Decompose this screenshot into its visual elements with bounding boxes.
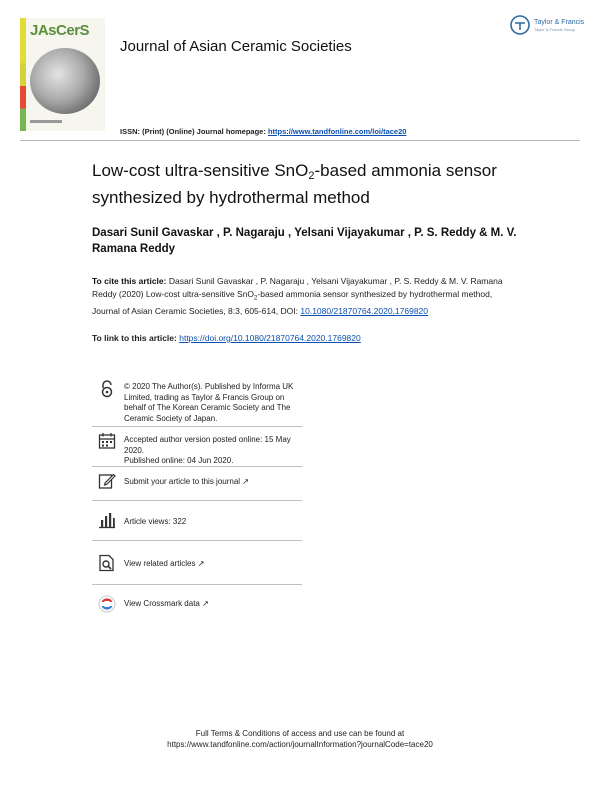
- taylor-francis-icon: [510, 15, 530, 35]
- title-subscript: 2: [308, 170, 315, 182]
- calendar-icon: [98, 432, 116, 450]
- citation-text-2: -based ammonia sensor synthesized by hydrothermal method, Journal of Asian Ceramic Societies, 8:3, 605-614, DOI:: [92, 288, 493, 316]
- page-footer: [0, 728, 600, 750]
- info-separator: [92, 500, 302, 501]
- article-link-line: [92, 333, 361, 343]
- issn-label: ISSN: (Print) (Online) Journal homepage:: [120, 127, 266, 136]
- related-articles-search-icon: [98, 554, 116, 572]
- info-separator: [92, 426, 302, 427]
- related-articles-link[interactable]: [124, 559, 294, 570]
- citation-block: [92, 275, 512, 317]
- journal-title: Journal of Asian Ceramic Societies: [120, 38, 352, 55]
- publisher-logo-name: Taylor & Francis: [534, 18, 585, 26]
- header-divider: [20, 140, 580, 141]
- journal-homepage-link[interactable]: https://www.tandfonline.com/loi/tace20: [267, 127, 407, 136]
- citation-subscript: 2: [254, 295, 258, 302]
- article-views-text: Article views: 322: [124, 517, 187, 526]
- footer-terms-text: Full Terms & Conditions of access and use can be found at: [195, 729, 405, 738]
- publisher-logo[interactable]: [510, 14, 584, 36]
- external-link-icon: ↗: [202, 599, 209, 608]
- external-link-icon: ↗: [242, 477, 249, 486]
- journal-cover: [20, 18, 105, 131]
- title-part-1: Low-cost ultra-sensitive SnO: [92, 161, 309, 180]
- citation-doi-link[interactable]: 10.1080/21870764.2020.1769820: [300, 305, 429, 316]
- accepted-date-text: Accepted author version posted online: 15 May 2020.: [124, 435, 291, 455]
- cover-globe-image: [30, 48, 100, 114]
- title-part-2: -based ammonia sensor synthesized by hydrothermal method: [92, 161, 497, 207]
- published-date-text: Published online: 04 Jun 2020.: [124, 456, 234, 465]
- article-doi-link[interactable]: https://doi.org/10.1080/21870764.2020.1769820: [179, 333, 361, 343]
- info-separator: [92, 540, 302, 541]
- crossmark-link[interactable]: [124, 599, 294, 610]
- submit-article-label: Submit your article to this journal: [124, 477, 241, 486]
- crossmark-label: View Crossmark data: [124, 599, 200, 608]
- cover-title: JAsCerS: [30, 22, 90, 39]
- open-access-lock-icon: [98, 380, 116, 398]
- crossmark-icon: [98, 595, 116, 613]
- edit-icon: [98, 472, 116, 490]
- bar-chart-icon: [98, 511, 116, 529]
- license-text: © 2020 The Author(s). Published by Informa UK Limited, trading as Taylor & Francis Group on behalf of The Korean Ceramic Society and The Ceramic Society of Japan.: [124, 382, 294, 423]
- citation-label: To cite this article:: [92, 276, 167, 286]
- article-link-label: To link to this article:: [92, 333, 177, 343]
- article-title: [92, 160, 542, 209]
- related-articles-label: View related articles: [124, 559, 196, 568]
- submit-article-link[interactable]: [124, 477, 294, 488]
- footer-terms-link[interactable]: https://www.tandfonline.com/action/journalInformation?journalCode=tace20: [167, 740, 433, 749]
- article-authors: Dasari Sunil Gavaskar , P. Nagaraju , Yelsani Vijayakumar , P. S. Reddy & M. V. Ramana Reddy: [92, 227, 517, 255]
- external-link-icon: ↗: [197, 559, 205, 568]
- publisher-logo-sub: Taylor & Francis Group: [534, 26, 575, 32]
- cover-footer-mark: [30, 120, 62, 123]
- cover-color-stripe: [20, 18, 26, 131]
- info-separator: [92, 466, 302, 467]
- info-separator: [92, 584, 302, 585]
- citation-text-1: Dasari Sunil Gavaskar , P. Nagaraju , Yelsani Vijayakumar , P. S. Reddy & M. V. Ramana Reddy (2020) Low-cost ultra-sensitive SnO: [92, 276, 503, 299]
- issn-line: [120, 127, 406, 136]
